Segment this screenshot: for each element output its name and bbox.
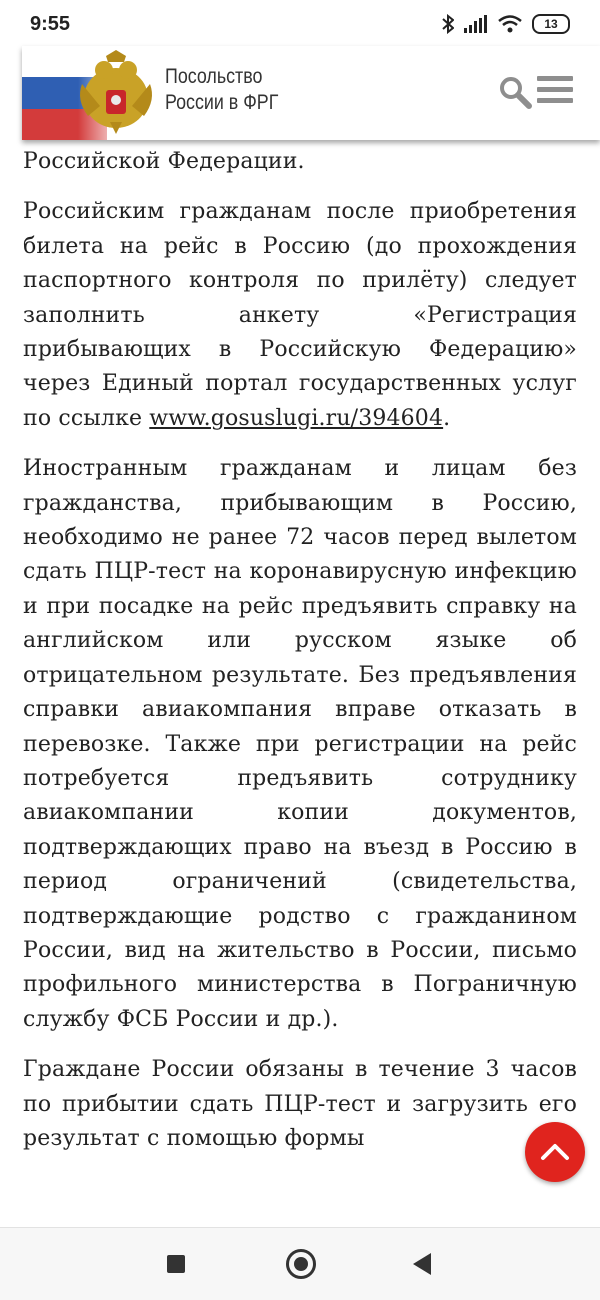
paragraph: Российским гражданам после приобретения билета на рейс в Россию (до прохождения паспортного контроля по прилёту) следует заполнить анкету «Регистрация прибывающих в Российскую Федерацию» через Единый портал государственных услуг по ссылке www.gosuslugi.ru/394604. xyxy=(23,199,577,431)
system-nav-bar xyxy=(0,1227,600,1300)
paragraph: Иностранным гражданам и лицам без гражданства, прибывающим в Россию, необходимо не ранее 72 часов перед вылетом сдать ПЦР-тест на коронавирусную инфекцию и при посадке на рейс предъявить справку на английском или русском языке об отрицательном результате. Без предъявления справки авиакомпания вправе отказать в перевозке. Также при регистрации на рейс потребуется предъявить сотруднику авиакомпании копии документов, подтверждающих право на въезд в Россию в период ограничений (свидетельства, подтверждающие родство с гражданином России, вид на жительство в России, письмо профильного министерства в Пограничную службу ФСБ России и др.). xyxy=(23,456,577,1032)
home-button[interactable] xyxy=(286,1249,316,1279)
site-title[interactable]: Посольство России в ФРГ xyxy=(165,65,279,114)
bluetooth-icon xyxy=(442,14,454,34)
recents-button[interactable] xyxy=(167,1255,185,1273)
status-time: 9:55 xyxy=(30,13,71,35)
paragraph: Российской Федерации. xyxy=(23,149,305,174)
status-bar xyxy=(0,0,600,48)
battery-icon: 13 xyxy=(532,14,570,34)
article-content xyxy=(23,145,577,1172)
scroll-to-top-button[interactable] xyxy=(525,1122,585,1182)
hamburger-menu-icon[interactable] xyxy=(537,76,573,108)
gosuslugi-link[interactable]: www.gosuslugi.ru/394604 xyxy=(149,405,444,431)
wifi-icon xyxy=(498,15,522,33)
paragraph: Граждане России обязаны в течение 3 часов по прибытии сдать ПЦР-тест и загрузить его результат с помощью формы xyxy=(23,1057,577,1151)
status-icons xyxy=(442,14,570,34)
coat-of-arms-icon[interactable] xyxy=(74,50,158,136)
chevron-up-icon xyxy=(525,1122,585,1182)
signal-icon xyxy=(464,15,488,33)
site-header xyxy=(22,46,600,140)
back-button[interactable] xyxy=(413,1253,431,1275)
search-icon[interactable] xyxy=(497,74,533,110)
